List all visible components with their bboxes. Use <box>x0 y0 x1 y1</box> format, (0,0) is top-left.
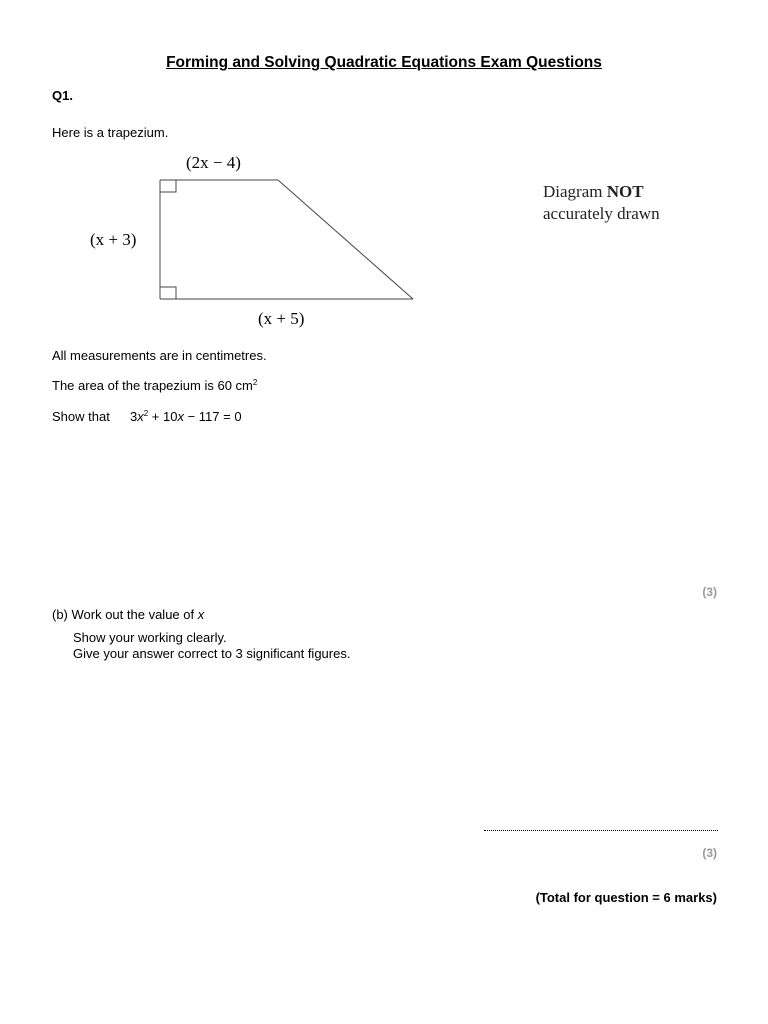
question-number: Q1. <box>52 88 73 103</box>
area-unit-exponent: 2 <box>252 378 258 387</box>
answer-line[interactable] <box>484 822 718 831</box>
diagram-note-line2: accurately drawn <box>543 204 660 223</box>
trapezium-diagram <box>150 170 430 310</box>
page-title: Forming and Solving Quadratic Equations Exam Questions <box>166 54 602 71</box>
part-b-variable: x <box>197 607 205 622</box>
measurements-statement: All measurements are in centimetres. <box>52 348 267 363</box>
equation-tail: − 117 = 0 <box>183 409 242 424</box>
question-intro: Here is a trapezium. <box>52 125 169 140</box>
area-statement <box>52 378 257 394</box>
part-b-marks: (3) <box>702 846 717 860</box>
part-b-instruction-2: Give your answer correct to 3 significant figures. <box>73 646 351 661</box>
diagram-note-text: Diagram <box>543 182 607 201</box>
trapezium-slant-side <box>278 180 413 299</box>
area-statement-text: The area of the trapezium is 60 cm <box>52 378 253 393</box>
equation-variable-2: x <box>177 409 184 424</box>
show-that-label: Show that <box>52 409 110 424</box>
part-b-prompt-text: (b) Work out the value of <box>52 607 198 622</box>
equation-exponent: 2 <box>143 409 149 418</box>
part-b-prompt <box>52 607 204 623</box>
diagram-note <box>543 181 660 225</box>
equation-variable: x <box>137 409 144 424</box>
diagram-note-emphasis: NOT <box>606 182 644 201</box>
equation-coefficient: 3 <box>130 409 138 424</box>
part-a-marks: (3) <box>702 585 717 599</box>
bottom-side-label: (x + 5) <box>258 309 305 328</box>
question-total-marks: (Total for question = 6 marks) <box>535 890 717 905</box>
equation-term: + 10 <box>148 409 178 424</box>
left-side-label: (x + 3) <box>90 230 137 249</box>
quadratic-equation <box>130 409 242 425</box>
part-b-instruction-1: Show your working clearly. <box>73 630 227 645</box>
top-side-label: (2x − 4) <box>186 153 241 172</box>
right-angle-marker-bottom <box>160 287 176 299</box>
right-angle-marker-top <box>160 180 176 192</box>
